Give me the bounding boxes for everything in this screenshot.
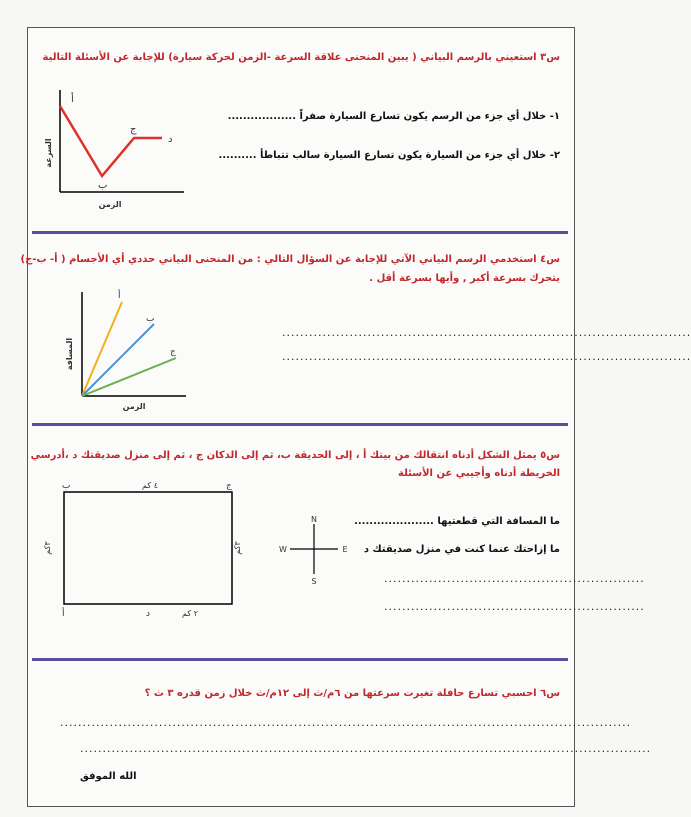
compass-w: W (279, 545, 287, 554)
q3-speed-time-graph (42, 84, 192, 212)
q5-point-b: ب (62, 481, 71, 491)
q3-title: س٣ استعيني بالرسم البياني ( يبين المنحنى علاقة السرعة -الزمن لحركة سيارة) للإجابة عن الأسئلة التالية (42, 52, 560, 63)
q3-point-b: ب (98, 180, 108, 191)
q5-right-distance: ٣كم (233, 541, 242, 555)
compass-s: S (311, 577, 317, 586)
q5-answer-line-1[interactable]: .......................................................... (384, 572, 645, 585)
q6-answer-line-1[interactable]: ............................................................................................................................... (60, 716, 632, 729)
q4-distance-time-graph (62, 288, 192, 413)
q5-title-line1: س٥ يمثل الشكل أدناه انتقالك من بيتك أ ، إلى الحديقة ب، ثم إلى الدكان ج ، ثم إلى منزل صديقتك د ،أدرسي (30, 450, 560, 461)
q4-y-label: المسافة (65, 337, 74, 371)
closing-text: الله الموفق (80, 771, 137, 782)
q3-y-label: السرعة (44, 138, 53, 168)
compass-e: E (342, 545, 348, 554)
compass-n: N (311, 515, 317, 524)
q4-line-b (82, 324, 154, 396)
q5-point-a: أ (62, 609, 65, 619)
q4-title-line1: س٤ استخدمي الرسم البياني الآتي للإجابة عن السؤال التالي : من المنحنى البياني حددي أي الأجسام ( أ- ب-ج) (20, 254, 560, 265)
q4-label-a: أ (118, 291, 121, 301)
q3-speed-curve (60, 106, 162, 176)
q5-left-distance: ٣كم (43, 541, 52, 555)
q3-item-2: ٢- خلال أي جزء من السيارة يكون تسارع السيارة سالب تتباطأ .......... (218, 150, 560, 161)
q5-route-map (40, 476, 250, 622)
q5-point-d: د (146, 609, 151, 619)
divider-3 (32, 658, 568, 661)
q3-item-1: ١- خلال أي جزء من الرسم يكون تسارع السيارة صفراً .................. (227, 111, 560, 122)
q3-point-d: د (168, 134, 173, 145)
q6-title: س٦ احسبي تسارع حافلة تغيرت سرعتها من ٦م/ث إلى ١٢م/ث خلال زمن قدره ٣ ث ؟ (144, 688, 560, 699)
q5-answer-line-2[interactable]: .......................................................... (384, 600, 645, 613)
q5-route-rectangle (64, 492, 232, 604)
q4-answer-line-2[interactable]: ........................................................................................... (282, 350, 691, 363)
q5-bottom-distance: ٢ كم (182, 609, 198, 618)
q5-title-line2: الخريطة أدناه وأجيبي عن الأسئلة (398, 468, 560, 479)
q5-top-distance: ٤ كم (142, 481, 158, 490)
q5-compass-rose (276, 512, 352, 590)
divider-2 (32, 423, 568, 426)
q6-answer-line-2[interactable]: ............................................................................................................................... (80, 742, 652, 755)
q4-title-line2: يتحرك بسرعة أكبر , وأيها بسرعة أقل . (369, 273, 560, 284)
q4-label-c: ج (170, 347, 176, 357)
q4-answer-line-1[interactable]: ........................................................................................... (282, 326, 691, 339)
q5-point-c: ج (226, 481, 232, 491)
q3-point-c: ج (130, 124, 137, 135)
q3-point-a: أ (71, 94, 74, 105)
q4-label-b: ب (146, 314, 155, 324)
q3-x-label: الزمن (98, 200, 122, 209)
q5-distance-question: ما المسافة التي قطعتيها ..................... (354, 516, 560, 527)
q4-x-label: الزمن (122, 402, 146, 411)
divider-1 (32, 231, 568, 234)
q5-displacement-question: ما إزاحتك عنما كنت في منزل صديقتك د (363, 544, 560, 555)
